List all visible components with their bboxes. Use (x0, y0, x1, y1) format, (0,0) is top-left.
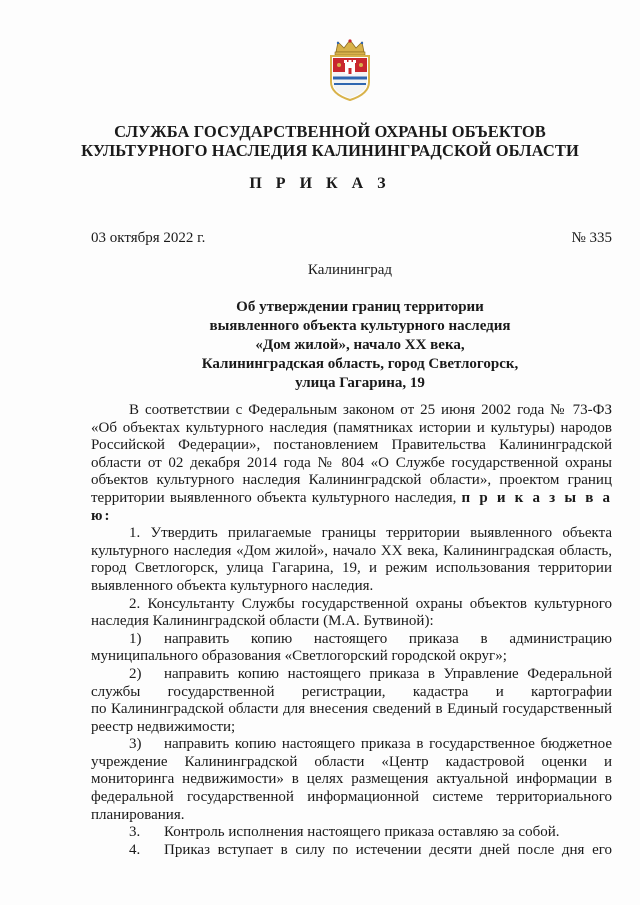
organization-name-line2: КУЛЬТУРНОГО НАСЛЕДИЯ КАЛИНИНГРАДСКОЙ ОБЛАСТИ (81, 141, 579, 160)
intro-paragraph (91, 402, 612, 525)
item-text: Приказ вступает в силу по истечении десяти дней после дня его (164, 841, 612, 858)
item-1-paragraph: 1. Утвердить прилагаемые границы территории выявленного объекта культурного наследия «Дом жилой», начало XX века, Калининградская область, город Светлогорск, улица Гагарина, 19, и режим использования территории выявленного объекта культурного наследия. (91, 525, 612, 594)
subitem-text-line: службы государственной регистрации, кадастра и картографии (91, 683, 612, 700)
prikazyvayu-word: п р и к а з ы в а ю: (91, 489, 612, 524)
order-date: 03 октября 2022 г. (91, 230, 206, 246)
city-name: Калининград (307, 262, 393, 278)
subitem-text: направить копию настоящего приказа в администрацию (164, 630, 612, 647)
subitem-text: направить копию настоящего приказа в Управление Федеральной (164, 665, 612, 682)
item-4 (91, 842, 612, 860)
subitem-2 (91, 666, 612, 736)
kaliningrad-coat-of-arms-icon (326, 38, 374, 102)
document-body (91, 402, 612, 859)
subitem-number: 1) (129, 630, 142, 647)
heading-line: Об утверждении границ территории (236, 299, 484, 315)
subitem-continuation: муниципального образования «Светлогорский городской округ»; (91, 648, 507, 665)
order-subject-heading (140, 298, 580, 393)
item-3 (91, 824, 612, 842)
subitem-number: 2) (129, 665, 142, 682)
intro-text: В соответствии с Федеральным законом от 25 июня 2002 года № 73-ФЗ «Об объектах культурного наследия (памятниках истории и культуры) народов Российской Федерации», постановлением Правительства Калининградской области от 02 декабря 2014 года № 804 «О Службе государственной охраны объектов культурного наследия Калининградской области», проектом границ территории выявленного объекта культурного наследия, (91, 402, 612, 506)
heading-line: выявленного объекта культурного наследия (209, 318, 511, 334)
document-type-title: П Р И К А З (249, 175, 391, 192)
organization-name-line1: СЛУЖБА ГОСУДАРСТВЕННОЙ ОХРАНЫ ОБЪЕКТОВ (114, 122, 546, 141)
subitem-3 (91, 736, 612, 824)
heading-line: Калининградская область, город Светлогорск, (201, 356, 519, 372)
subitem-continuation: по Калининградской области для внесения сведений в Единый государственный реестр недвижимости; (91, 701, 612, 735)
organization-name (60, 122, 600, 160)
subitem-1 (91, 631, 612, 666)
order-number: № 335 (571, 230, 612, 246)
item-text: Контроль исполнения настоящего приказа оставляю за собой. (164, 824, 560, 841)
subitem-number: 3) (129, 736, 142, 753)
subitem-continuation: учреждение Калининградской области «Центр кадастровой оценки и мониторинга недвижимости» в целях размещения актуальной информации в федеральной государственной информационной системе территориального планирования. (91, 753, 612, 823)
item-2-paragraph: 2. Консультанту Службы государственной охраны объектов культурного наследия Калининградской области (М.А. Бутвиной): (91, 595, 612, 630)
heading-line: «Дом жилой», начало XX века, (255, 337, 465, 353)
subitem-text: направить копию настоящего приказа в государственное бюджетное (164, 736, 612, 753)
item-number: 3. (129, 824, 141, 841)
heading-line: улица Гагарина, 19 (295, 375, 425, 391)
item-number: 4. (129, 841, 141, 858)
